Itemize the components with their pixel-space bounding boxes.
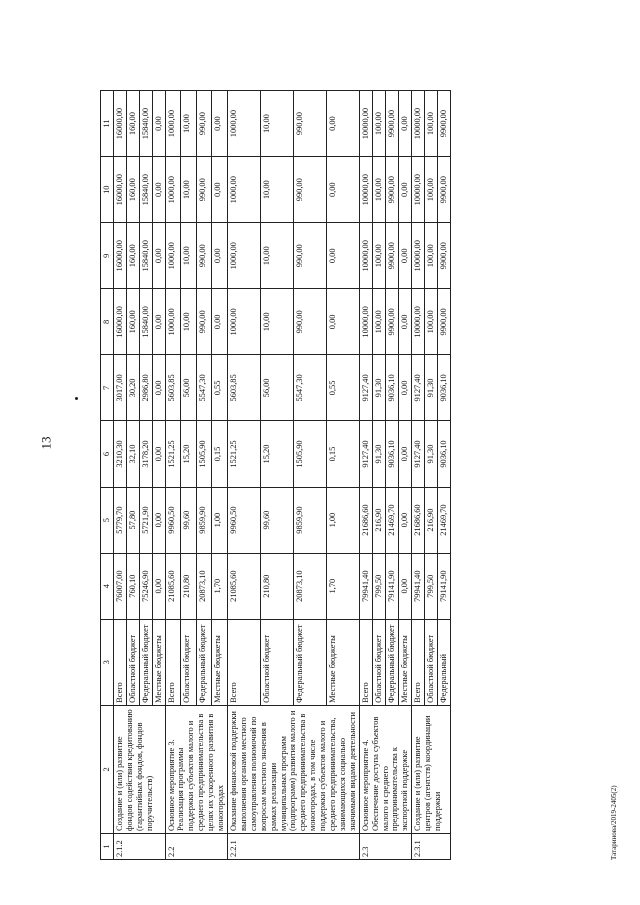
amount-cell: 990,00 xyxy=(196,157,212,223)
amount-cell: 16000,00 xyxy=(113,157,126,223)
document-code: Татаринова/2019-2405(2) xyxy=(610,785,618,860)
amount-cell: 9127,40 xyxy=(412,355,425,421)
row-name: Создание и (или) развитие центров (агентств) координации поддержки xyxy=(412,705,451,833)
amount-cell: 21686,60 xyxy=(412,487,425,553)
amount-cell: 100,00 xyxy=(372,223,385,289)
amount-cell: 0,15 xyxy=(212,421,228,487)
table-row xyxy=(165,91,181,860)
amount-cell: 20873,10 xyxy=(196,553,212,619)
funding-source: Областной бюджет xyxy=(372,619,385,705)
amount-cell: 1000,00 xyxy=(227,157,260,223)
amount-cell: 91,30 xyxy=(425,355,438,421)
amount-cell: 99,60 xyxy=(181,487,197,553)
amount-cell: 0,55 xyxy=(212,355,228,421)
amount-cell: 15,20 xyxy=(181,421,197,487)
amount-cell: 15,20 xyxy=(260,421,293,487)
amount-cell: 100,00 xyxy=(425,223,438,289)
amount-cell: 160,00 xyxy=(126,289,139,355)
amount-cell: 100,00 xyxy=(425,157,438,223)
amount-cell: 0,55 xyxy=(326,355,359,421)
amount-cell: 0,00 xyxy=(399,157,412,223)
amount-cell: 91,30 xyxy=(372,355,385,421)
amount-cell: 5603,85 xyxy=(165,355,181,421)
amount-cell: 10000,00 xyxy=(412,289,425,355)
amount-cell: 160,00 xyxy=(126,157,139,223)
amount-cell: 10,00 xyxy=(181,157,197,223)
funding-source: Местные бюджеты xyxy=(152,619,165,705)
funding-source: Местные бюджеты xyxy=(212,619,228,705)
amount-cell: 1000,00 xyxy=(227,223,260,289)
amount-cell: 10,00 xyxy=(260,289,293,355)
amount-cell: 15840,00 xyxy=(139,223,152,289)
amount-cell: 21085,60 xyxy=(227,553,260,619)
amount-cell: 990,00 xyxy=(293,223,326,289)
amount-cell: 100,00 xyxy=(425,91,438,157)
amount-cell: 9900,00 xyxy=(386,91,399,157)
funding-source: Федеральный бюджет xyxy=(386,619,399,705)
column-header: 6 xyxy=(101,421,114,487)
funding-source: Федеральный бюджет xyxy=(196,619,212,705)
amount-cell: 0,00 xyxy=(326,223,359,289)
amount-cell: 0,15 xyxy=(326,421,359,487)
amount-cell: 21469,70 xyxy=(386,487,399,553)
amount-cell: 56,00 xyxy=(181,355,197,421)
amount-cell: 990,00 xyxy=(196,91,212,157)
row-code: 2.3.1 xyxy=(412,833,451,859)
amount-cell: 210,80 xyxy=(181,553,197,619)
amount-cell: 15840,00 xyxy=(139,91,152,157)
amount-cell: 79141,90 xyxy=(386,553,399,619)
amount-cell: 100,00 xyxy=(372,157,385,223)
amount-cell: 79941,40 xyxy=(359,553,372,619)
amount-cell: 21469,70 xyxy=(438,487,451,553)
amount-cell: 216,90 xyxy=(372,487,385,553)
row-name: Основное мероприятие 3. Реализация программы поддержки субъектов малого и среднего предпринимательства в целях их ускоренного развития в моногородах xyxy=(165,705,227,833)
column-header: 3 xyxy=(101,619,114,705)
amount-cell: 57,80 xyxy=(126,487,139,553)
funding-source: Областной бюджет xyxy=(126,619,139,705)
amount-cell: 0,00 xyxy=(326,91,359,157)
amount-cell: 5603,85 xyxy=(227,355,260,421)
column-header: 7 xyxy=(101,355,114,421)
amount-cell: 32,10 xyxy=(126,421,139,487)
amount-cell: 0,00 xyxy=(326,289,359,355)
table-row xyxy=(113,91,126,860)
amount-cell: 9859,90 xyxy=(196,487,212,553)
page-number: 13 xyxy=(38,436,54,450)
amount-cell: 9036,10 xyxy=(386,355,399,421)
amount-cell: 5779,70 xyxy=(113,487,126,553)
amount-cell: 0,00 xyxy=(399,223,412,289)
amount-cell: 0,00 xyxy=(212,289,228,355)
amount-cell: 0,00 xyxy=(399,487,412,553)
amount-cell: 0,00 xyxy=(152,553,165,619)
funding-source: Местные бюджеты xyxy=(399,619,412,705)
amount-cell: 100,00 xyxy=(425,289,438,355)
funding-source: Федеральный бюджет xyxy=(293,619,326,705)
row-code: 2.1.2 xyxy=(113,833,165,859)
amount-cell: 9900,00 xyxy=(386,223,399,289)
amount-cell: 76007,00 xyxy=(113,553,126,619)
amount-cell: 16000,00 xyxy=(113,289,126,355)
funding-source: Областной бюджет xyxy=(260,619,293,705)
amount-cell: 160,00 xyxy=(126,91,139,157)
column-header: 2 xyxy=(101,705,114,833)
column-header: 9 xyxy=(101,223,114,289)
amount-cell: 0,00 xyxy=(212,223,228,289)
amount-cell: 10,00 xyxy=(260,157,293,223)
amount-cell: 1000,00 xyxy=(165,91,181,157)
column-header: 10 xyxy=(101,157,114,223)
amount-cell: 5721,90 xyxy=(139,487,152,553)
amount-cell: 9859,90 xyxy=(293,487,326,553)
amount-cell: 1,70 xyxy=(212,553,228,619)
amount-cell: 990,00 xyxy=(196,223,212,289)
amount-cell: 9036,10 xyxy=(438,421,451,487)
amount-cell: 3210,30 xyxy=(113,421,126,487)
amount-cell: 79941,40 xyxy=(412,553,425,619)
amount-cell: 1000,00 xyxy=(227,91,260,157)
funding-source: Областной бюджет xyxy=(181,619,197,705)
amount-cell: 9900,00 xyxy=(438,223,451,289)
row-name: Создание и (или) развитие фондов содействия кредитованию (гарантийных фондов, фондов поручительств) xyxy=(113,705,165,833)
amount-cell: 0,00 xyxy=(326,157,359,223)
column-header: 4 xyxy=(101,553,114,619)
amount-cell: 2986,80 xyxy=(139,355,152,421)
amount-cell: 9900,00 xyxy=(386,289,399,355)
amount-cell: 0,00 xyxy=(212,91,228,157)
row-name: Основное мероприятие 4. Обеспечение доступа субъектов малого и среднего предпринимательства к экспортной поддержке xyxy=(359,705,412,833)
column-header: 8 xyxy=(101,289,114,355)
amount-cell: 91,30 xyxy=(425,421,438,487)
amount-cell: 10000,00 xyxy=(359,157,372,223)
amount-cell: 0,00 xyxy=(152,157,165,223)
funding-source: Всего xyxy=(165,619,181,705)
column-header: 11 xyxy=(101,91,114,157)
amount-cell: 3017,00 xyxy=(113,355,126,421)
amount-cell: 79141,90 xyxy=(438,553,451,619)
amount-cell: 15840,00 xyxy=(139,157,152,223)
amount-cell: 1,70 xyxy=(326,553,359,619)
amount-cell: 990,00 xyxy=(293,91,326,157)
amount-cell: 0,00 xyxy=(152,289,165,355)
table-body xyxy=(113,91,450,860)
amount-cell: 5547,30 xyxy=(293,355,326,421)
amount-cell: 91,30 xyxy=(372,421,385,487)
amount-cell: 30,20 xyxy=(126,355,139,421)
amount-cell: 9900,00 xyxy=(386,157,399,223)
amount-cell: 990,00 xyxy=(293,157,326,223)
amount-cell: 10000,00 xyxy=(359,289,372,355)
amount-cell: 9960,50 xyxy=(227,487,260,553)
amount-cell: 21085,60 xyxy=(165,553,181,619)
funding-source: Федеральный бюджет xyxy=(139,619,152,705)
funding-source: Всего xyxy=(113,619,126,705)
amount-cell: 10,00 xyxy=(181,289,197,355)
amount-cell: 10,00 xyxy=(181,91,197,157)
funding-source: Областной бюджет xyxy=(425,619,438,705)
amount-cell: 100,00 xyxy=(372,289,385,355)
amount-cell: 0,00 xyxy=(152,355,165,421)
table-row xyxy=(359,91,372,860)
header-row xyxy=(101,91,114,860)
amount-cell: 9127,40 xyxy=(359,355,372,421)
amount-cell: 56,00 xyxy=(260,355,293,421)
amount-cell: 1,00 xyxy=(326,487,359,553)
amount-cell: 1505,90 xyxy=(196,421,212,487)
amount-cell: 0,00 xyxy=(399,91,412,157)
amount-cell: 1000,00 xyxy=(227,289,260,355)
amount-cell: 9036,10 xyxy=(386,421,399,487)
amount-cell: 9036,10 xyxy=(438,355,451,421)
column-header: 1 xyxy=(101,833,114,859)
amount-cell: 0,00 xyxy=(212,157,228,223)
amount-cell: 10000,00 xyxy=(412,157,425,223)
amount-cell: 990,00 xyxy=(293,289,326,355)
amount-cell: 75246,90 xyxy=(139,553,152,619)
amount-cell: 5547,30 xyxy=(196,355,212,421)
amount-cell: 16000,00 xyxy=(113,91,126,157)
amount-cell: 0,00 xyxy=(152,223,165,289)
amount-cell: 1000,00 xyxy=(165,289,181,355)
amount-cell: 10,00 xyxy=(181,223,197,289)
budget-table-container xyxy=(100,90,615,860)
amount-cell: 10,00 xyxy=(260,91,293,157)
amount-cell: 0,00 xyxy=(399,553,412,619)
amount-cell: 9127,40 xyxy=(359,421,372,487)
amount-cell: 0,00 xyxy=(152,487,165,553)
column-header: 5 xyxy=(101,487,114,553)
amount-cell: 760,10 xyxy=(126,553,139,619)
amount-cell: 1000,00 xyxy=(165,223,181,289)
amount-cell: 21686,60 xyxy=(359,487,372,553)
amount-cell: 9900,00 xyxy=(438,91,451,157)
amount-cell: 990,00 xyxy=(196,289,212,355)
amount-cell: 1505,90 xyxy=(293,421,326,487)
amount-cell: 10000,00 xyxy=(412,91,425,157)
amount-cell: 10000,00 xyxy=(359,91,372,157)
funding-source: Всего xyxy=(412,619,425,705)
amount-cell: 20873,10 xyxy=(293,553,326,619)
amount-cell: 10000,00 xyxy=(412,223,425,289)
amount-cell: 100,00 xyxy=(372,91,385,157)
amount-cell: 799,50 xyxy=(372,553,385,619)
amount-cell: 160,00 xyxy=(126,223,139,289)
funding-source: Всего xyxy=(359,619,372,705)
amount-cell: 1000,00 xyxy=(165,157,181,223)
amount-cell: 0,00 xyxy=(152,421,165,487)
amount-cell: 16000,00 xyxy=(113,223,126,289)
row-code: 2.3 xyxy=(359,833,412,859)
amount-cell: 0,00 xyxy=(152,91,165,157)
row-name: Оказание финансовой поддержки выполнения органами местного самоуправления полномочий по вопросам местного значения в рамках реализации муниципальных программ (подпрограмм) развития малого и среднего предпринимательства в моногородах, в том числе поддержки субъектов малого и среднего предпринимательства, занимающихся социально значимыми видами деятельности xyxy=(227,705,359,833)
amount-cell: 15840,00 xyxy=(139,289,152,355)
funding-source: Федеральный xyxy=(438,619,451,705)
funding-source: Местные бюджеты xyxy=(326,619,359,705)
ink-dot xyxy=(75,397,78,400)
amount-cell: 9960,50 xyxy=(165,487,181,553)
amount-cell: 216,90 xyxy=(425,487,438,553)
amount-cell: 799,50 xyxy=(425,553,438,619)
amount-cell: 1521,25 xyxy=(227,421,260,487)
amount-cell: 9900,00 xyxy=(438,157,451,223)
amount-cell: 1,00 xyxy=(212,487,228,553)
amount-cell: 10,00 xyxy=(260,223,293,289)
budget-table xyxy=(100,90,451,860)
amount-cell: 0,00 xyxy=(399,355,412,421)
amount-cell: 9127,40 xyxy=(412,421,425,487)
amount-cell: 1521,25 xyxy=(165,421,181,487)
funding-source: Всего xyxy=(227,619,260,705)
row-code: 2.2 xyxy=(165,833,227,859)
amount-cell: 0,00 xyxy=(399,289,412,355)
amount-cell: 99,60 xyxy=(260,487,293,553)
amount-cell: 3178,20 xyxy=(139,421,152,487)
amount-cell: 10000,00 xyxy=(359,223,372,289)
amount-cell: 210,80 xyxy=(260,553,293,619)
table-row xyxy=(412,91,425,860)
amount-cell: 9900,00 xyxy=(438,289,451,355)
amount-cell: 0,00 xyxy=(399,421,412,487)
table-row xyxy=(227,91,260,860)
row-code: 2.2.1 xyxy=(227,833,359,859)
